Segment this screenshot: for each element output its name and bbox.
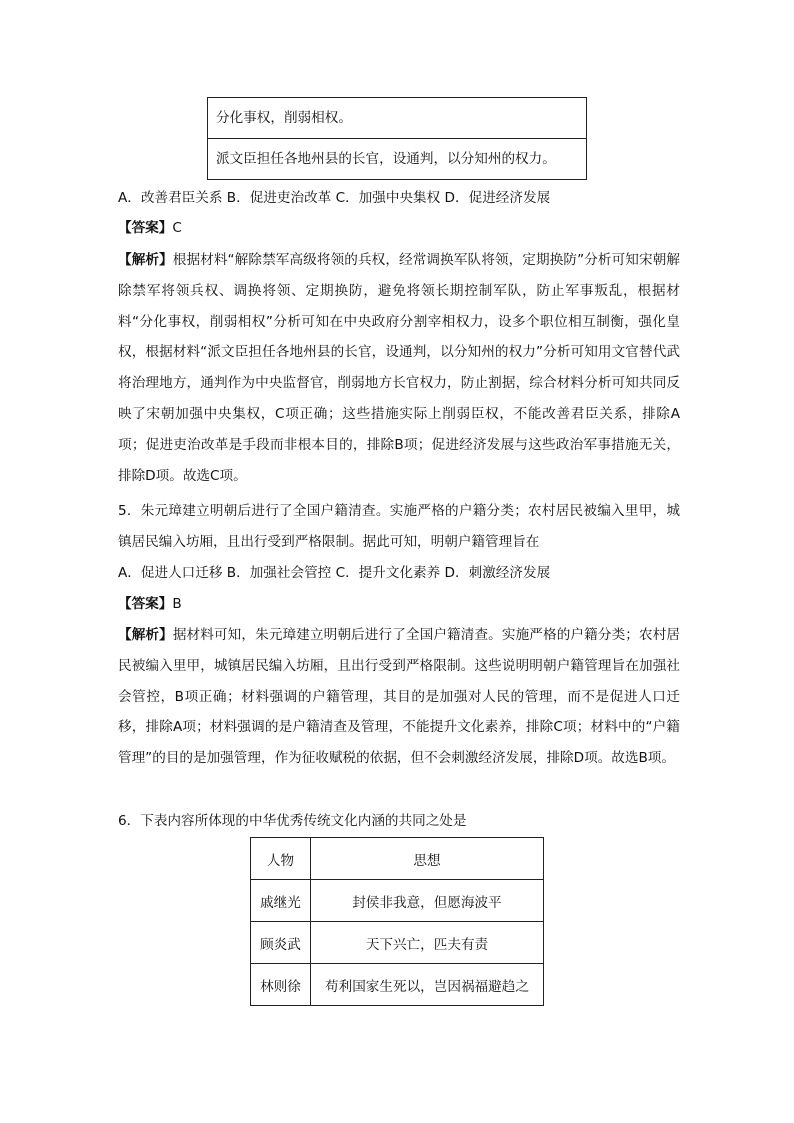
table-row	[251, 922, 544, 964]
table-row	[208, 98, 587, 139]
thought-cell: 封侯非我意，但愿海波平	[310, 880, 543, 922]
person-cell: 林则徐	[251, 964, 311, 1006]
table-cell: 派文臣担任各地州县的长官，设通判，以分知州的权力。	[208, 139, 587, 180]
thought-cell: 天下兴亡，匹夫有责	[310, 922, 543, 964]
q4-analysis	[118, 245, 680, 491]
q4-answer	[118, 213, 678, 243]
answer-value: B	[172, 596, 182, 612]
answer-label: 【答案】	[118, 596, 173, 612]
q5-stem: 5．朱元璋建立明朝后进行了全国户籍清查。实施严格的户籍分类；农村居民被编入里甲，城镇居民编入坊厢，且出行受到严格限制。据此可知，明朝户籍管理旨在	[118, 503, 680, 550]
table-row	[208, 139, 587, 180]
table-row	[251, 964, 544, 1006]
analysis-label: 【解析】	[118, 627, 173, 643]
material-table	[207, 97, 587, 180]
thought-cell: 苟利国家生死以，岂因祸福避趋之	[310, 964, 543, 1006]
column-header: 思想	[310, 838, 543, 880]
answer-value: C	[172, 220, 182, 236]
q5-analysis	[118, 620, 680, 774]
table-cell: 分化事权，削弱相权。	[208, 98, 587, 139]
q5-answer	[118, 589, 678, 619]
person-cell: 顾炎武	[251, 922, 311, 964]
analysis-label: 【解析】	[118, 252, 173, 268]
analysis-text: 根据材料“解除禁军高级将领的兵权，经常调换军队将领，定期换防”分析可知宋朝解除禁军将领兵权、调换将领、定期换防，避免将领长期控制军队，防止军事叛乱，根据材料“分化事权，削弱相权”分析可知在中央政府分割宰相权力，设多个职位相互制衡，强化皇权，根据材料“派文臣担任各地州县的长官，设通判，以分知州的权力”分析可知用文官替代武将治理地方，通判作为中央监督官，削弱地方长官权力，防止割据，综合材料分析可知共同反映了宋朝加强中央集权，C项正确；这些措施实际上削弱臣权，不能改善君臣关系，排除A项；促进吏治改革是手段而非根本目的，排除B项；促进经济发展与这些政治军事措施无关，排除D项。故选C项。	[118, 252, 680, 484]
q4-options: A．改善君臣关系 B．促进吏治改革 C．加强中央集权 D．促进经济发展	[118, 190, 551, 206]
table-header-row	[251, 838, 544, 880]
table-row	[251, 880, 544, 922]
person-cell: 戚继光	[251, 880, 311, 922]
answer-label: 【答案】	[118, 220, 173, 236]
analysis-text: 据材料可知，朱元璋建立明朝后进行了全国户籍清查。实施严格的户籍分类；农村居民被编入里甲，城镇居民编入坊厢，且出行受到严格限制。这些说明明朝户籍管理旨在加强社会管控，B项正确；材料强调的户籍管理，其目的是加强对人民的管理，而不是促进人口迁移，排除A项；材料强调的是户籍清查及管理，不能提升文化素养，排除C项；材料中的“户籍管理”的目的是加强管理，作为征收赋税的依据，但不会刺激经济发展，排除D项。故选B项。	[118, 627, 681, 767]
q5-options: A．促进人口迁移 B．加强社会管控 C．提升文化素养 D．刺激经济发展	[118, 565, 551, 581]
thinkers-table	[250, 837, 544, 1006]
column-header: 人物	[251, 838, 311, 880]
q6-stem: 6．下表内容所体现的中华优秀传统文化内涵的共同之处是	[118, 813, 467, 829]
